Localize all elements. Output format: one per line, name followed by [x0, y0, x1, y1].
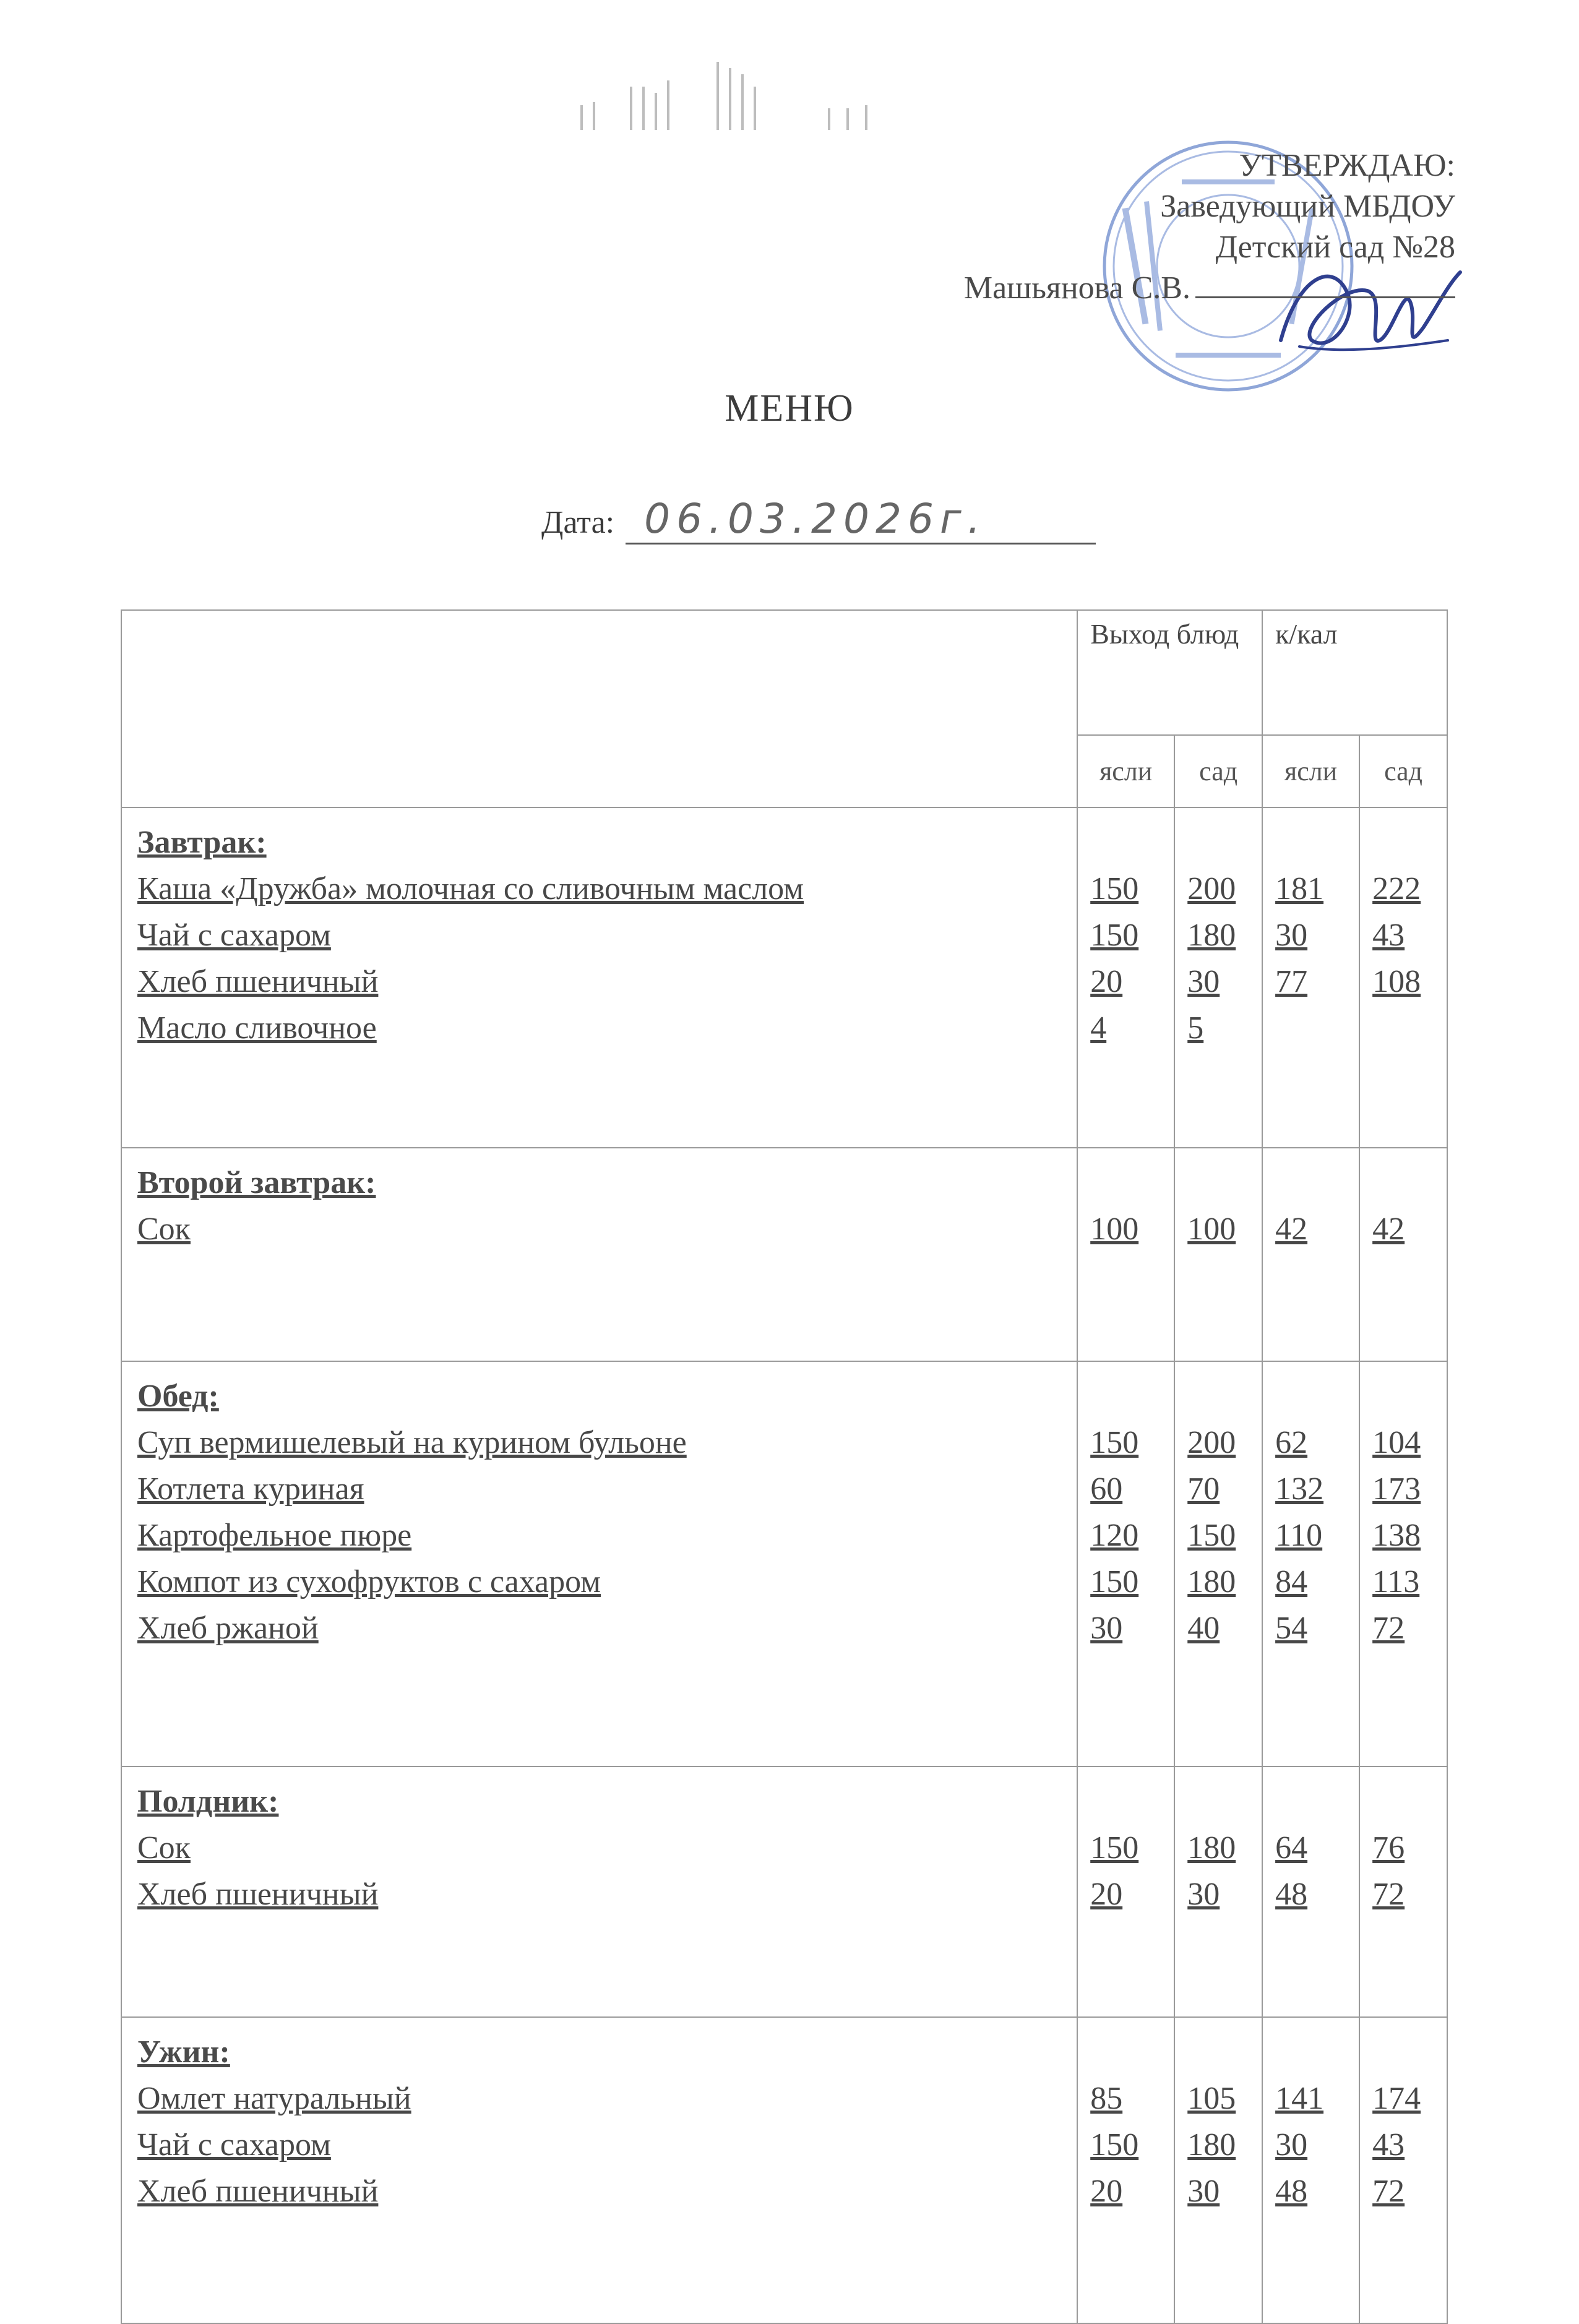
value: 43	[1372, 918, 1405, 953]
subheader-kcal-nursery: ясли	[1262, 735, 1359, 807]
value: 30	[1187, 2174, 1220, 2209]
value: 222	[1372, 871, 1421, 906]
table-row	[121, 1361, 1447, 1767]
header-empty-cell	[121, 610, 1077, 807]
approval-signer: Машьянова С.В.	[963, 270, 1190, 306]
menu-item: Сок	[137, 1211, 191, 1247]
value: 138	[1372, 1518, 1421, 1553]
section-title: Завтрак:	[137, 825, 267, 860]
subheader-output-kindergarten: сад	[1174, 735, 1262, 807]
value: 30	[1090, 1611, 1123, 1646]
output-nursery-cell	[1077, 1361, 1174, 1767]
table-header-row	[121, 610, 1447, 735]
output-kindergarten-cell	[1174, 1148, 1262, 1361]
menu-item: Картофельное пюре	[137, 1518, 412, 1553]
section-name-cell	[121, 1148, 1077, 1361]
kcal-nursery-cell	[1262, 807, 1359, 1148]
value: 72	[1372, 2174, 1405, 2209]
header-kcal-label: к/кал	[1275, 618, 1338, 650]
value: 150	[1090, 2127, 1139, 2163]
date-row	[541, 495, 1096, 544]
section-title: Ужин:	[137, 2034, 230, 2070]
date-value: 06.03.2026г.	[626, 495, 1096, 544]
value: 180	[1187, 918, 1236, 953]
value: 108	[1372, 964, 1421, 999]
value: 110	[1275, 1518, 1323, 1553]
value: 180	[1187, 1564, 1236, 1599]
output-kindergarten-cell	[1174, 1361, 1262, 1767]
menu-item: Хлеб пшеничный	[137, 1877, 379, 1912]
value: 100	[1187, 1211, 1236, 1247]
value: 60	[1090, 1471, 1123, 1507]
menu-table	[121, 609, 1448, 2324]
kcal-kindergarten-cell	[1359, 1767, 1447, 2017]
section-name-cell	[121, 807, 1077, 1148]
value: 48	[1275, 1877, 1308, 1912]
value: 72	[1372, 1877, 1405, 1912]
value: 104	[1372, 1425, 1421, 1460]
value: 30	[1187, 1877, 1220, 1912]
approval-organization: Детский сад №28	[1215, 230, 1455, 265]
table-row	[121, 1148, 1447, 1361]
subheader-output-nursery: ясли	[1077, 735, 1174, 807]
menu-item: Каша «Дружба» молочная со сливочным маслом	[137, 871, 804, 906]
kcal-nursery-cell	[1262, 1361, 1359, 1767]
value: 132	[1275, 1471, 1324, 1507]
section-title: Обед:	[137, 1379, 219, 1414]
section-name-cell	[121, 1767, 1077, 2017]
value: 76	[1372, 1830, 1405, 1866]
table-row	[121, 807, 1447, 1148]
section-title: Второй завтрак:	[137, 1165, 376, 1200]
menu-item: Сок	[137, 1830, 191, 1866]
value: 150	[1090, 918, 1139, 953]
approval-block	[964, 145, 1455, 309]
value: 20	[1090, 2174, 1123, 2209]
page-title: МЕНЮ	[725, 387, 854, 429]
value: 40	[1187, 1611, 1220, 1646]
kcal-nursery-cell	[1262, 1148, 1359, 1361]
kcal-kindergarten-cell	[1359, 1148, 1447, 1361]
value: 62	[1275, 1425, 1308, 1460]
output-nursery-cell	[1077, 807, 1174, 1148]
output-nursery-cell	[1077, 1148, 1174, 1361]
value: 180	[1187, 2127, 1236, 2163]
value: 181	[1275, 871, 1324, 906]
value: 20	[1090, 1877, 1123, 1912]
value: 54	[1275, 1611, 1308, 1646]
menu-item: Хлеб пшеничный	[137, 964, 379, 999]
menu-item: Масло сливочное	[137, 1010, 377, 1046]
value: 85	[1090, 2081, 1123, 2116]
value: 141	[1275, 2081, 1324, 2116]
table-row	[121, 1767, 1447, 2017]
value: 120	[1090, 1518, 1139, 1553]
kcal-nursery-cell	[1262, 1767, 1359, 2017]
menu-item: Чай с сахаром	[137, 2127, 331, 2163]
header-output	[1077, 610, 1262, 735]
value: 105	[1187, 2081, 1236, 2116]
kcal-kindergarten-cell	[1359, 807, 1447, 1148]
value: 180	[1187, 1830, 1236, 1866]
date-label: Дата:	[541, 505, 615, 540]
menu-item: Омлет натуральный	[137, 2081, 411, 2116]
value: 4	[1090, 1010, 1107, 1046]
value: 150	[1090, 871, 1139, 906]
value: 30	[1275, 2127, 1308, 2163]
value: 43	[1372, 2127, 1405, 2163]
header-kcal	[1262, 610, 1447, 735]
value: 30	[1187, 964, 1220, 999]
value: 64	[1275, 1830, 1308, 1866]
menu-item: Хлеб пшеничный	[137, 2174, 379, 2209]
value: 42	[1275, 1211, 1308, 1247]
value: 150	[1090, 1830, 1139, 1866]
scan-noise-marks	[557, 49, 1052, 136]
value: 150	[1187, 1518, 1236, 1553]
approval-position: Заведующий МБДОУ	[1160, 189, 1455, 224]
value: 200	[1187, 1425, 1236, 1460]
header-output-label: Выход блюд	[1090, 618, 1239, 650]
value: 20	[1090, 964, 1123, 999]
value: 200	[1187, 871, 1236, 906]
value: 174	[1372, 2081, 1421, 2116]
value: 77	[1275, 964, 1308, 999]
value: 113	[1372, 1564, 1420, 1599]
value: 72	[1372, 1611, 1405, 1646]
output-kindergarten-cell	[1174, 1767, 1262, 2017]
kcal-kindergarten-cell	[1359, 1361, 1447, 1767]
menu-item: Котлета куриная	[137, 1471, 364, 1507]
menu-item: Хлеб ржаной	[137, 1611, 319, 1646]
approval-signer-row	[964, 268, 1455, 309]
value: 5	[1187, 1010, 1204, 1046]
value: 173	[1372, 1471, 1421, 1507]
value: 70	[1187, 1471, 1220, 1507]
menu-item: Суп вермишелевый на курином бульоне	[137, 1425, 687, 1460]
output-nursery-cell	[1077, 1767, 1174, 2017]
subheader-kcal-kindergarten: сад	[1359, 735, 1447, 807]
section-title: Полдник:	[137, 1784, 279, 1819]
value: 42	[1372, 1211, 1405, 1247]
value: 84	[1275, 1564, 1308, 1599]
signature-line	[1195, 296, 1455, 298]
value: 30	[1275, 918, 1308, 953]
value: 150	[1090, 1425, 1139, 1460]
value: 100	[1090, 1211, 1139, 1247]
output-kindergarten-cell	[1174, 807, 1262, 1148]
menu-item: Компот из сухофруктов с сахаром	[137, 1564, 601, 1599]
section-name-cell	[121, 1361, 1077, 1767]
value: 48	[1275, 2174, 1308, 2209]
value: 150	[1090, 1564, 1139, 1599]
approval-title: УТВЕРЖДАЮ:	[1239, 148, 1455, 183]
menu-item: Чай с сахаром	[137, 918, 331, 953]
